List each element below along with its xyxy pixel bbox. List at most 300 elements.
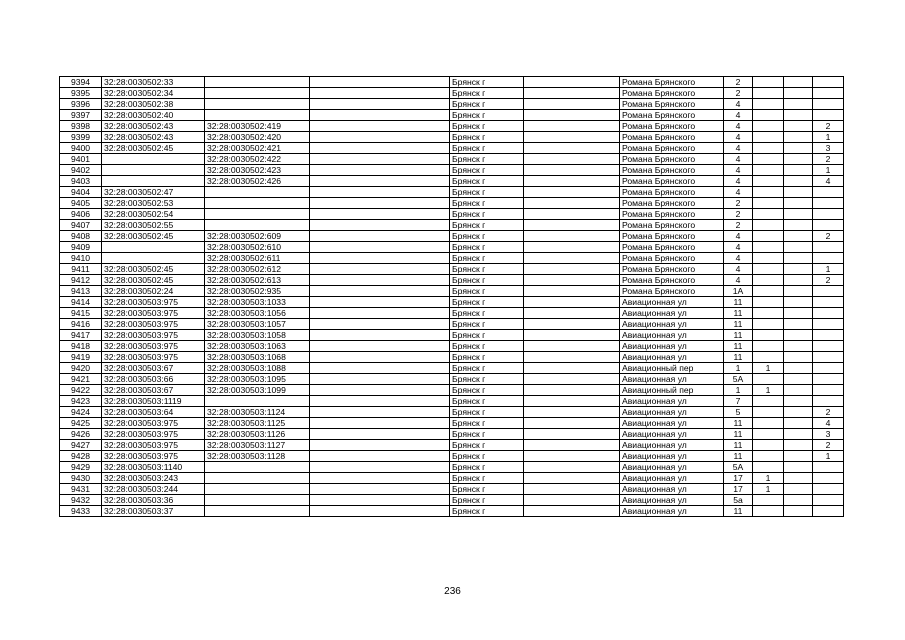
- table-cell: [753, 220, 784, 231]
- table-cell: 1: [813, 451, 844, 462]
- table-cell: [784, 132, 813, 143]
- table-cell: [784, 264, 813, 275]
- table-cell: [205, 506, 310, 517]
- table-cell: 4: [724, 154, 753, 165]
- table-cell: [813, 110, 844, 121]
- table-cell: Авиационная ул: [620, 429, 724, 440]
- table-cell: [310, 352, 450, 363]
- table-cell: 11: [724, 451, 753, 462]
- table-cell: [524, 330, 620, 341]
- table-cell: 32:28:0030503:1063: [205, 341, 310, 352]
- table-cell: [753, 319, 784, 330]
- table-cell: [524, 506, 620, 517]
- table-cell: 1: [724, 363, 753, 374]
- table-cell: 2: [724, 220, 753, 231]
- table-cell: 9422: [60, 385, 102, 396]
- table-row: [60, 253, 844, 264]
- table-cell: [205, 495, 310, 506]
- table-cell: Авиационная ул: [620, 297, 724, 308]
- table-cell: [524, 473, 620, 484]
- table-cell: [310, 121, 450, 132]
- table-cell: 9411: [60, 264, 102, 275]
- table-row: [60, 330, 844, 341]
- table-cell: Брянск г: [450, 275, 524, 286]
- table-cell: Брянск г: [450, 187, 524, 198]
- table-cell: [813, 308, 844, 319]
- table-cell: 11: [724, 440, 753, 451]
- table-cell: Авиационная ул: [620, 330, 724, 341]
- table-cell: [753, 352, 784, 363]
- table-cell: [753, 429, 784, 440]
- table-cell: 32:28:0030502:426: [205, 176, 310, 187]
- table-cell: [310, 396, 450, 407]
- table-cell: Романа Брянского: [620, 110, 724, 121]
- table-cell: 5А: [724, 374, 753, 385]
- table-cell: [784, 253, 813, 264]
- table-cell: 9406: [60, 209, 102, 220]
- table-cell: [813, 286, 844, 297]
- table-cell: 32:28:0030503:975: [102, 352, 205, 363]
- table-row: [60, 198, 844, 209]
- table-cell: [813, 495, 844, 506]
- table-row: [60, 176, 844, 187]
- table-cell: Романа Брянского: [620, 165, 724, 176]
- table-cell: [310, 110, 450, 121]
- table-cell: [813, 385, 844, 396]
- table-cell: [524, 374, 620, 385]
- table-cell: Романа Брянского: [620, 264, 724, 275]
- table-cell: Авиационная ул: [620, 319, 724, 330]
- table-cell: [524, 242, 620, 253]
- table-cell: [753, 418, 784, 429]
- table-cell: 32:28:0030503:975: [102, 297, 205, 308]
- table-cell: 1: [813, 132, 844, 143]
- table-cell: [310, 88, 450, 99]
- table-cell: 11: [724, 352, 753, 363]
- table-cell: Брянск г: [450, 341, 524, 352]
- table-cell: 9416: [60, 319, 102, 330]
- table-cell: 5: [724, 407, 753, 418]
- table-cell: 9400: [60, 143, 102, 154]
- table-cell: [310, 198, 450, 209]
- table-cell: 9426: [60, 429, 102, 440]
- table-cell: [205, 110, 310, 121]
- table-cell: 32:28:0030503:1127: [205, 440, 310, 451]
- table-cell: Брянск г: [450, 319, 524, 330]
- table-cell: 32:28:0030503:1033: [205, 297, 310, 308]
- table-cell: [813, 88, 844, 99]
- table-cell: [784, 99, 813, 110]
- table-cell: [524, 396, 620, 407]
- table-cell: [102, 242, 205, 253]
- table-cell: [784, 374, 813, 385]
- table-row: [60, 121, 844, 132]
- table-cell: Брянск г: [450, 440, 524, 451]
- table-cell: [524, 352, 620, 363]
- table-row: [60, 231, 844, 242]
- table-cell: 9396: [60, 99, 102, 110]
- table-row: [60, 473, 844, 484]
- table-cell: Брянск г: [450, 506, 524, 517]
- table-cell: 32:28:0030503:67: [102, 385, 205, 396]
- table-cell: [310, 440, 450, 451]
- table-cell: [205, 77, 310, 88]
- table-cell: 32:28:0030503:244: [102, 484, 205, 495]
- page-number: 236: [444, 586, 461, 597]
- table-row: [60, 77, 844, 88]
- table-cell: 9418: [60, 341, 102, 352]
- table-cell: 9421: [60, 374, 102, 385]
- table-cell: 2: [724, 209, 753, 220]
- table-cell: 1А: [724, 286, 753, 297]
- table-cell: 32:28:0030502:45: [102, 264, 205, 275]
- table-cell: [310, 154, 450, 165]
- table-cell: 32:28:0030503:1125: [205, 418, 310, 429]
- table-cell: 32:28:0030503:37: [102, 506, 205, 517]
- table-cell: 32:28:0030503:1119: [102, 396, 205, 407]
- table-cell: 32:28:0030503:1099: [205, 385, 310, 396]
- table-cell: 4: [724, 143, 753, 154]
- table-cell: 2: [813, 407, 844, 418]
- table-cell: Брянск г: [450, 242, 524, 253]
- table-cell: [310, 187, 450, 198]
- table-cell: Брянск г: [450, 429, 524, 440]
- table-row: [60, 451, 844, 462]
- table-cell: Романа Брянского: [620, 77, 724, 88]
- table-cell: 32:28:0030503:1140: [102, 462, 205, 473]
- table-cell: 4: [724, 187, 753, 198]
- table-cell: 32:28:0030502:610: [205, 242, 310, 253]
- table-cell: [524, 385, 620, 396]
- table-cell: 9415: [60, 308, 102, 319]
- table-row: [60, 220, 844, 231]
- table-cell: [524, 451, 620, 462]
- table-cell: [813, 220, 844, 231]
- table-cell: 32:28:0030503:1068: [205, 352, 310, 363]
- table-cell: Романа Брянского: [620, 198, 724, 209]
- table-cell: [524, 253, 620, 264]
- table-cell: 11: [724, 319, 753, 330]
- table-cell: [784, 88, 813, 99]
- table-cell: Брянск г: [450, 385, 524, 396]
- table-cell: [813, 484, 844, 495]
- table-cell: 4: [724, 99, 753, 110]
- table-cell: [813, 198, 844, 209]
- table-cell: Авиационная ул: [620, 462, 724, 473]
- table-cell: [524, 462, 620, 473]
- table-cell: [813, 330, 844, 341]
- table-cell: [524, 143, 620, 154]
- table-cell: 9429: [60, 462, 102, 473]
- table-cell: [310, 308, 450, 319]
- registry-table-body: [60, 77, 844, 517]
- table-cell: [753, 506, 784, 517]
- table-cell: Брянск г: [450, 396, 524, 407]
- table-cell: [524, 341, 620, 352]
- table-cell: 9410: [60, 253, 102, 264]
- table-row: [60, 143, 844, 154]
- table-cell: [310, 462, 450, 473]
- table-cell: 9408: [60, 231, 102, 242]
- table-cell: [753, 462, 784, 473]
- table-row: [60, 187, 844, 198]
- table-cell: [205, 396, 310, 407]
- table-cell: [813, 341, 844, 352]
- table-cell: 11: [724, 341, 753, 352]
- table-cell: [524, 275, 620, 286]
- table-cell: 32:28:0030503:36: [102, 495, 205, 506]
- table-cell: [813, 473, 844, 484]
- table-row: [60, 429, 844, 440]
- table-cell: [753, 275, 784, 286]
- table-cell: [102, 253, 205, 264]
- table-cell: 9430: [60, 473, 102, 484]
- table-cell: 1: [753, 473, 784, 484]
- table-cell: [205, 484, 310, 495]
- table-cell: [205, 187, 310, 198]
- table-cell: [784, 484, 813, 495]
- registry-table: [59, 76, 844, 517]
- table-cell: Брянск г: [450, 99, 524, 110]
- table-cell: 32:28:0030502:421: [205, 143, 310, 154]
- table-cell: 32:28:0030502:40: [102, 110, 205, 121]
- table-cell: [310, 176, 450, 187]
- table-cell: [524, 440, 620, 451]
- table-cell: [813, 209, 844, 220]
- table-cell: [784, 242, 813, 253]
- table-cell: 9412: [60, 275, 102, 286]
- table-cell: 9397: [60, 110, 102, 121]
- table-cell: 9394: [60, 77, 102, 88]
- table-row: [60, 418, 844, 429]
- table-cell: 11: [724, 330, 753, 341]
- table-cell: Брянск г: [450, 143, 524, 154]
- table-cell: 9401: [60, 154, 102, 165]
- table-cell: Брянск г: [450, 407, 524, 418]
- table-cell: Романа Брянского: [620, 187, 724, 198]
- table-cell: 9431: [60, 484, 102, 495]
- table-cell: [310, 297, 450, 308]
- table-cell: [753, 176, 784, 187]
- table-cell: Брянск г: [450, 88, 524, 99]
- table-cell: 9417: [60, 330, 102, 341]
- table-cell: [524, 220, 620, 231]
- table-cell: [310, 374, 450, 385]
- table-cell: [524, 429, 620, 440]
- table-cell: 32:28:0030503:66: [102, 374, 205, 385]
- table-cell: 4: [724, 176, 753, 187]
- table-cell: [753, 440, 784, 451]
- table-cell: 32:28:0030503:975: [102, 451, 205, 462]
- table-cell: Брянск г: [450, 451, 524, 462]
- table-cell: Романа Брянского: [620, 143, 724, 154]
- table-cell: [784, 187, 813, 198]
- table-cell: [753, 253, 784, 264]
- table-cell: 1: [753, 484, 784, 495]
- table-cell: [524, 484, 620, 495]
- table-row: [60, 242, 844, 253]
- table-row: [60, 275, 844, 286]
- table-cell: [753, 330, 784, 341]
- table-cell: [784, 165, 813, 176]
- table-cell: [310, 264, 450, 275]
- table-row: [60, 286, 844, 297]
- table-cell: 32:28:0030502:611: [205, 253, 310, 264]
- table-cell: Романа Брянского: [620, 176, 724, 187]
- table-cell: Авиационная ул: [620, 352, 724, 363]
- table-cell: 32:28:0030503:975: [102, 308, 205, 319]
- table-cell: [753, 407, 784, 418]
- table-cell: [813, 297, 844, 308]
- table-cell: 9433: [60, 506, 102, 517]
- table-cell: [310, 275, 450, 286]
- table-cell: 1: [753, 385, 784, 396]
- table-cell: [310, 319, 450, 330]
- table-cell: 2: [813, 440, 844, 451]
- table-cell: Брянск г: [450, 484, 524, 495]
- table-cell: Брянск г: [450, 154, 524, 165]
- table-row: [60, 154, 844, 165]
- table-cell: [753, 121, 784, 132]
- table-cell: 1: [813, 264, 844, 275]
- table-cell: [753, 396, 784, 407]
- table-cell: 9420: [60, 363, 102, 374]
- table-cell: Романа Брянского: [620, 231, 724, 242]
- table-cell: 32:28:0030503:1056: [205, 308, 310, 319]
- table-cell: Авиационная ул: [620, 484, 724, 495]
- table-cell: [813, 352, 844, 363]
- table-cell: [784, 297, 813, 308]
- table-cell: [310, 506, 450, 517]
- table-cell: 17: [724, 484, 753, 495]
- table-cell: [753, 341, 784, 352]
- table-cell: [524, 154, 620, 165]
- table-cell: [310, 341, 450, 352]
- table-cell: 32:28:0030502:420: [205, 132, 310, 143]
- table-cell: Романа Брянского: [620, 242, 724, 253]
- table-row: [60, 506, 844, 517]
- table-row: [60, 495, 844, 506]
- table-cell: 17: [724, 473, 753, 484]
- table-cell: [784, 506, 813, 517]
- table-cell: [753, 77, 784, 88]
- table-cell: [784, 176, 813, 187]
- table-cell: 9414: [60, 297, 102, 308]
- table-cell: [784, 154, 813, 165]
- table-cell: Брянск г: [450, 77, 524, 88]
- table-cell: [813, 363, 844, 374]
- table-cell: [753, 165, 784, 176]
- table-cell: [813, 99, 844, 110]
- table-cell: 9425: [60, 418, 102, 429]
- table-cell: 32:28:0030502:54: [102, 209, 205, 220]
- table-cell: [784, 451, 813, 462]
- table-row: [60, 385, 844, 396]
- table-cell: [310, 451, 450, 462]
- table-row: [60, 319, 844, 330]
- table-row: [60, 264, 844, 275]
- table-cell: [310, 484, 450, 495]
- table-cell: Брянск г: [450, 220, 524, 231]
- table-cell: 9398: [60, 121, 102, 132]
- table-row: [60, 132, 844, 143]
- table-cell: 32:28:0030503:975: [102, 429, 205, 440]
- table-cell: 32:28:0030502:43: [102, 132, 205, 143]
- table-cell: 11: [724, 418, 753, 429]
- table-cell: 4: [724, 264, 753, 275]
- table-cell: Брянск г: [450, 352, 524, 363]
- table-cell: [753, 88, 784, 99]
- table-cell: 1: [753, 363, 784, 374]
- table-row: [60, 462, 844, 473]
- table-cell: [524, 286, 620, 297]
- table-cell: [784, 209, 813, 220]
- table-cell: [753, 209, 784, 220]
- table-cell: Брянск г: [450, 132, 524, 143]
- table-cell: 11: [724, 297, 753, 308]
- table-cell: [784, 429, 813, 440]
- table-cell: 9432: [60, 495, 102, 506]
- table-cell: [784, 363, 813, 374]
- table-cell: Авиационная ул: [620, 396, 724, 407]
- table-cell: Романа Брянского: [620, 154, 724, 165]
- table-cell: [813, 506, 844, 517]
- table-cell: Брянск г: [450, 121, 524, 132]
- table-cell: [205, 462, 310, 473]
- table-cell: 32:28:0030502:423: [205, 165, 310, 176]
- table-cell: [813, 77, 844, 88]
- table-cell: Брянск г: [450, 198, 524, 209]
- table-cell: Авиационная ул: [620, 473, 724, 484]
- table-cell: [310, 253, 450, 264]
- table-cell: 4: [724, 165, 753, 176]
- table-cell: [784, 462, 813, 473]
- table-cell: [310, 418, 450, 429]
- table-cell: 32:28:0030503:975: [102, 440, 205, 451]
- table-cell: 9403: [60, 176, 102, 187]
- table-cell: [753, 132, 784, 143]
- table-cell: Брянск г: [450, 462, 524, 473]
- table-cell: [524, 187, 620, 198]
- table-cell: 32:28:0030503:1128: [205, 451, 310, 462]
- table-cell: 9399: [60, 132, 102, 143]
- table-cell: 9404: [60, 187, 102, 198]
- table-cell: [753, 110, 784, 121]
- table-cell: [310, 385, 450, 396]
- table-cell: [784, 121, 813, 132]
- table-cell: Брянск г: [450, 264, 524, 275]
- table-cell: 9413: [60, 286, 102, 297]
- table-cell: 32:28:0030502:45: [102, 275, 205, 286]
- table-cell: 5а: [724, 495, 753, 506]
- table-cell: [753, 187, 784, 198]
- table-cell: [524, 99, 620, 110]
- table-cell: 2: [724, 77, 753, 88]
- table-cell: [753, 154, 784, 165]
- table-cell: Авиационная ул: [620, 341, 724, 352]
- table-cell: 32:28:0030503:1088: [205, 363, 310, 374]
- table-cell: 3: [813, 143, 844, 154]
- table-cell: [524, 231, 620, 242]
- table-cell: [784, 440, 813, 451]
- table-cell: [784, 330, 813, 341]
- table-cell: [205, 198, 310, 209]
- table-cell: [310, 165, 450, 176]
- table-cell: [310, 77, 450, 88]
- table-cell: 32:28:0030502:24: [102, 286, 205, 297]
- table-row: [60, 396, 844, 407]
- table-cell: [524, 308, 620, 319]
